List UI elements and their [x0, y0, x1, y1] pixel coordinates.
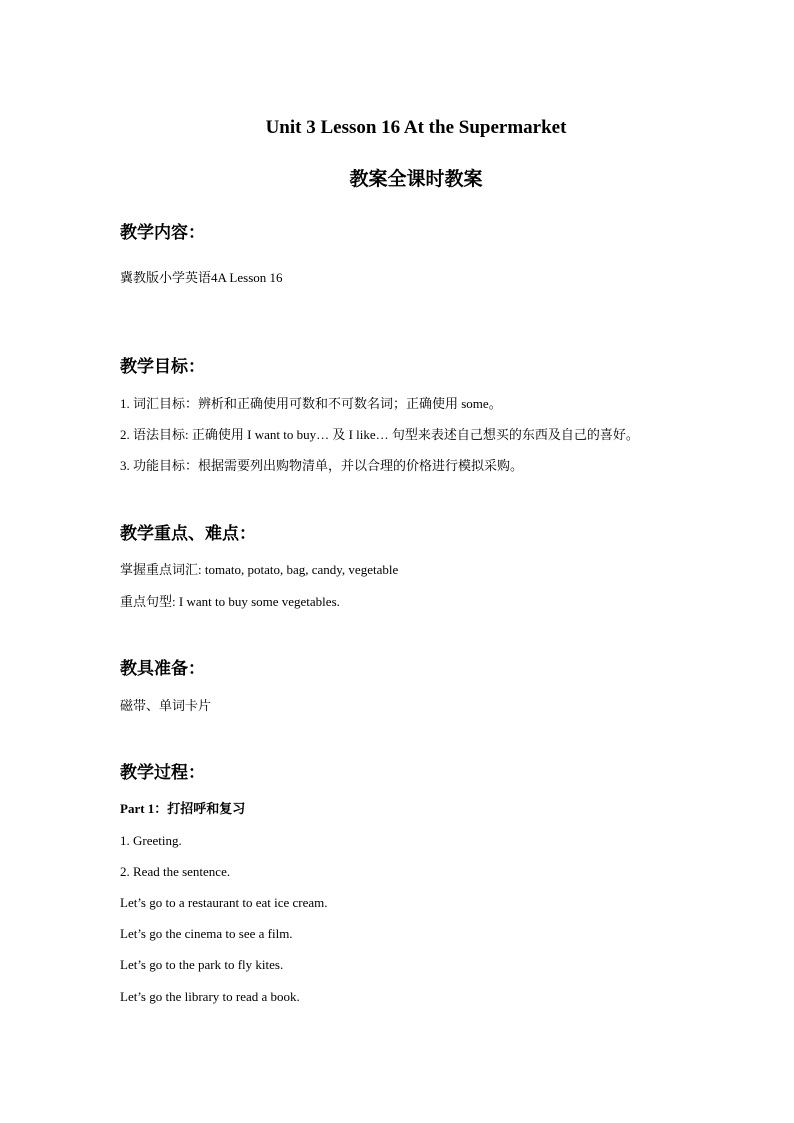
objective-item: 1. 词汇目标：辨析和正确使用可数和不可数名词；正确使用 some。: [120, 396, 502, 411]
section-heading-key-points: 教学重点、难点：: [120, 524, 256, 543]
materials-text: 磁带、单词卡片: [120, 698, 212, 713]
key-point-item: 掌握重点词汇: tomato, potato, bag, candy, vegetable: [120, 562, 399, 577]
process-part-heading: Part 1：打招呼和复习: [120, 801, 246, 816]
process-item: 1. Greeting.: [120, 833, 182, 848]
process-item: Let’s go to the park to fly kites.: [120, 957, 284, 972]
content-text: 冀教版小学英语4A Lesson 16: [120, 270, 283, 285]
key-point-item: 重点句型: I want to buy some vegetables.: [120, 594, 340, 609]
section-heading-process: 教学过程：: [120, 763, 205, 782]
objective-item: 3. 功能目标：根据需要列出购物清单，并以合理的价格进行模拟采购。: [120, 458, 524, 473]
document-subtitle: 教案全课时教案: [349, 169, 483, 190]
process-item: Let’s go the library to read a book.: [120, 989, 300, 1004]
process-item: 2. Read the sentence.: [120, 864, 231, 879]
document-title: Unit 3 Lesson 16 At the Supermarket: [265, 117, 567, 138]
section-heading-materials: 教具准备：: [120, 659, 205, 678]
process-item: Let’s go the cinema to see a film.: [120, 926, 293, 941]
process-item: Let’s go to a restaurant to eat ice cream.: [120, 895, 328, 910]
objective-item: 2. 语法目标: 正确使用 I want to buy… 及 I like… 句型来表述自己想买的东西及自己的喜好。: [120, 427, 639, 442]
section-heading-content: 教学内容：: [120, 223, 205, 242]
section-heading-objectives: 教学目标：: [120, 357, 205, 376]
